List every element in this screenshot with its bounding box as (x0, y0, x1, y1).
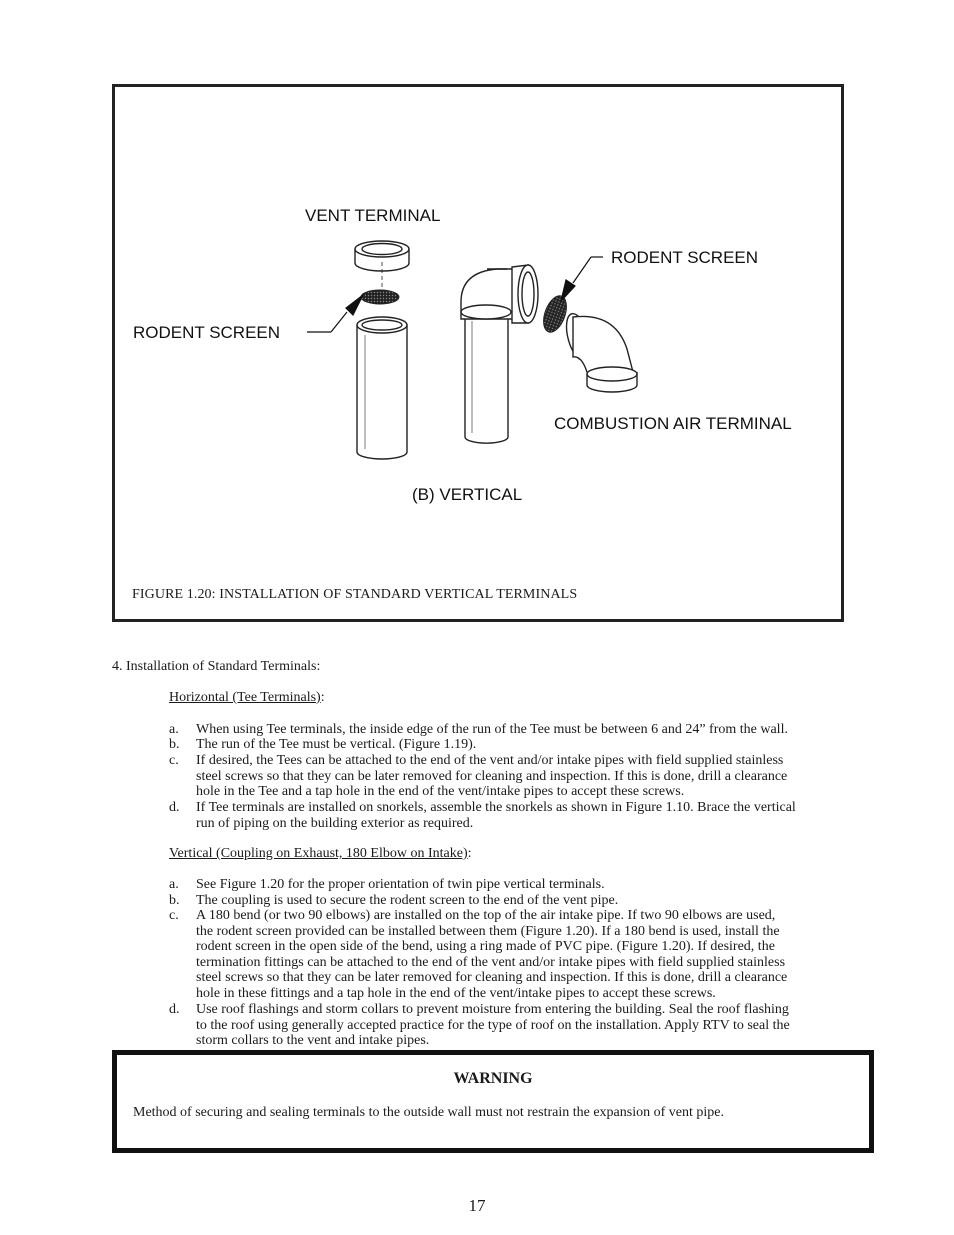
view-label: (B) VERTICAL (412, 485, 523, 504)
list-line: The run of the Tee must be vertical. (Figure 1.19). (196, 737, 477, 752)
list-line: storm collars to the vent and intake pipes. (196, 1033, 430, 1049)
combustion-air-elbow (562, 311, 637, 392)
list-line: Use roof flashings and storm collars to prevent moisture from entering the building. Seal the roof flashing (196, 1002, 789, 1017)
list-letter: c. (169, 753, 179, 768)
warning-box (112, 1050, 874, 1153)
list-letter: c. (169, 908, 179, 923)
leader-right (561, 257, 603, 301)
figure-caption: FIGURE 1.20: INSTALLATION OF STANDARD VERTICAL TERMINALS (132, 587, 578, 602)
list-letter: b. (169, 893, 180, 908)
list-line: steel screws so that they can be later removed for cleaning and inspection. If this is done, drill a clearance (196, 768, 788, 784)
list-line: rodent screen in the open side of the bend, using a ring made of PVC pipe. (Figure 1.20). If desired, the (196, 939, 775, 955)
page-number: 17 (468, 1196, 486, 1215)
vent-coupling (355, 241, 409, 287)
list-line: A 180 bend (or two 90 elbows) are installed on the top of the air intake pipe. If two 90 elbows are used, (196, 908, 776, 923)
warning-text: Method of securing and sealing terminals to the outside wall must not restrain the expansion of vent pipe. (133, 1105, 724, 1120)
list-line: If Tee terminals are installed on snorkels, assemble the snorkels as shown in Figure 1.10. Brace the vertical (196, 800, 796, 815)
vent-terminal-label: VENT TERMINAL (305, 206, 441, 225)
section-heading: 4. Installation of Standard Terminals: (112, 659, 321, 674)
horizontal-title: Horizontal (Tee Terminals) (169, 690, 321, 705)
vertical-terminals-illustration (115, 87, 841, 619)
rodent-screen-left-label: RODENT SCREEN (133, 323, 281, 342)
rodent-screen-right-label: RODENT SCREEN (611, 248, 759, 267)
figure-frame (112, 84, 844, 622)
list-line: run of piping on the building exterior as required. (196, 815, 474, 831)
list-letter: a. (169, 722, 179, 737)
leader-left (307, 295, 363, 332)
list-line: termination fittings can be attached to the end of the vent and/or intake pipes with field supplied stainless (196, 954, 786, 970)
vent-pipe (357, 317, 407, 459)
list-line: the rodent screen provided can be installed between them (Figure 1.20). If a 180 bend is used, install the (196, 923, 780, 939)
list-line: If desired, the Tees can be attached to the end of the vent and/or intake pipes with field supplied stainless (196, 753, 784, 768)
list-letter: a. (169, 877, 179, 892)
horizontal-subheading (169, 690, 325, 706)
warning-title: WARNING (453, 1070, 533, 1087)
list-line: to the roof using generally accepted practice for the type of roof on the installation. Apply RTV to seal the (196, 1017, 790, 1033)
horizontal-suffix: : (320, 690, 325, 705)
list-line: hole in the Tee and a tap hole in the end of the vent/intake pipes to accept these screws. (196, 784, 685, 800)
list-letter: d. (169, 800, 180, 815)
vertical-subheading (169, 846, 472, 862)
list-line: The coupling is used to secure the rodent screen to the end of the vent pipe. (196, 893, 619, 908)
list-letter: b. (169, 737, 180, 752)
vertical-title: Vertical (Coupling on Exhaust, 180 Elbow on Intake) (169, 846, 468, 861)
rodent-screen-left (361, 290, 399, 304)
list-line: When using Tee terminals, the inside edge of the run of the Tee must be between 6 and 24” from the wall. (196, 722, 788, 737)
list-line: See Figure 1.20 for the proper orientation of twin pipe vertical terminals. (196, 877, 605, 892)
list-line: steel screws so that they can be later removed for cleaning and inspection. If this is done, drill a clearance (196, 970, 788, 986)
list-letter: d. (169, 1002, 180, 1017)
vertical-suffix: : (467, 846, 472, 861)
list-line: hole in these fittings and a tap hole in the end of the vent/intake pipes to accept these screws. (196, 985, 716, 1001)
combustion-air-terminal-label: COMBUSTION AIR TERMINAL (554, 414, 792, 433)
intake-pipe-elbow (461, 265, 538, 443)
